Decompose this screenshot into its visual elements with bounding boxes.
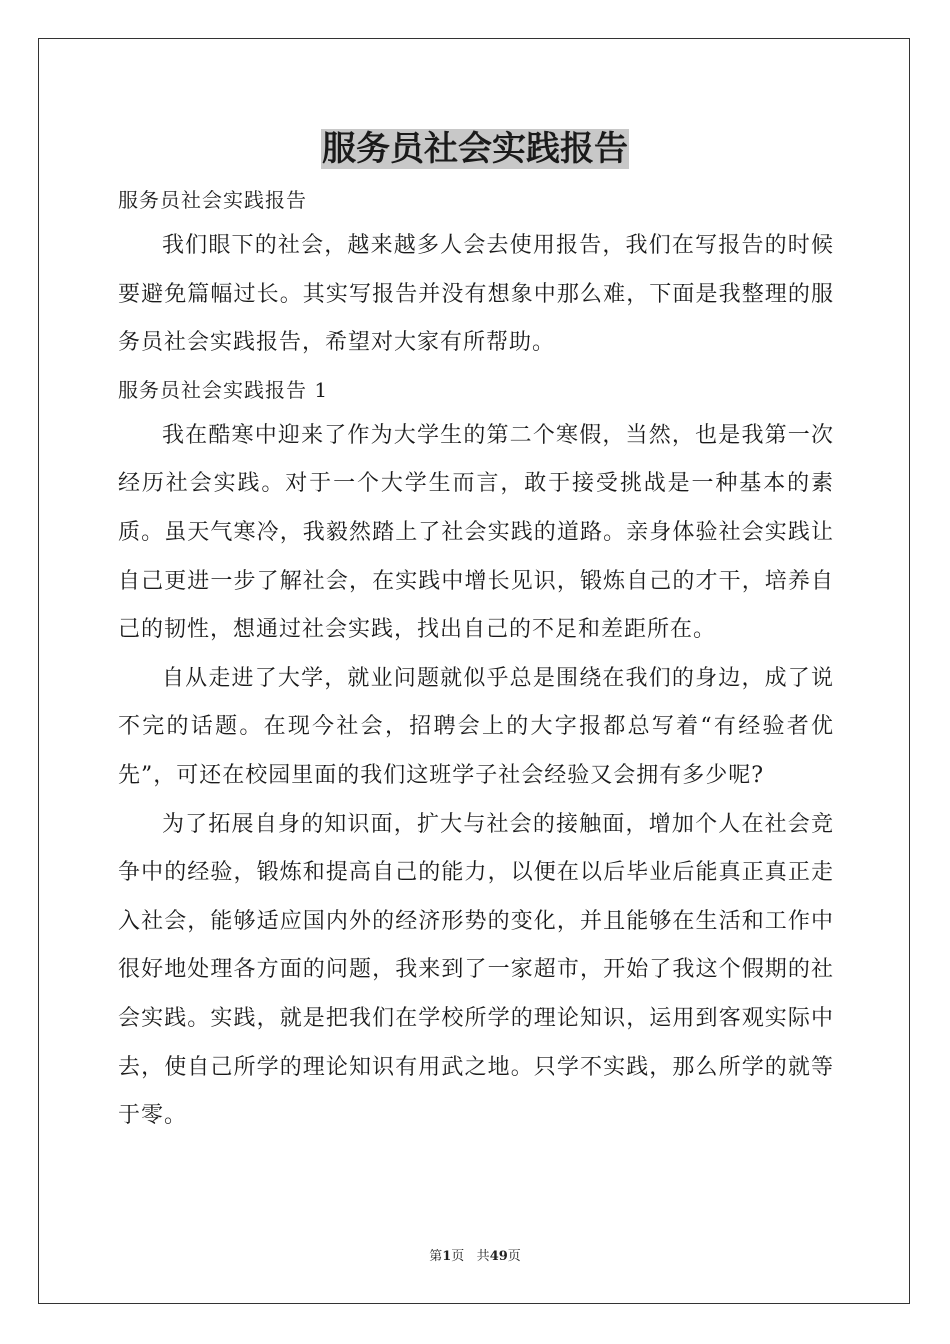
page-footer <box>0 1247 950 1267</box>
section-heading: 服务员社会实践报告 1 <box>118 377 329 402</box>
document-title <box>0 126 950 172</box>
footer-page-prefix: 第 <box>429 1249 443 1264</box>
footer-page-number: 1 <box>442 1249 452 1264</box>
document-subtitle: 服务员社会实践报告 <box>118 188 307 212</box>
body-paragraph: 自从走进了大学，就业问题就似乎总是围绕在我们的身边，成了说不完的话题。在现今社会，招聘会上的大字报都总写着“有经验者优先”，可还在校园里面的我们这班学子社会经验又会拥有多少呢? <box>118 665 834 788</box>
footer-total-suffix: 页 <box>507 1249 521 1264</box>
document-body <box>118 178 834 1141</box>
document-title-text: 服务员社会实践报告 <box>322 129 628 169</box>
body-paragraph: 为了拓展自身的知识面，扩大与社会的接触面，增加个人在社会竞争中的经验，锻炼和提高自己的能力，以便在以后毕业后能真正真正走入社会，能够适应国内外的经济形势的变化，并且能够在生活和工作中很好地处理各方面的问题，我来到了一家超市，开始了我这个假期的社会实践。实践，就是把我们在学校所学的理论知识，运用到客观实际中去，使自己所学的理论知识有用武之地。只学不实践，那么所学的就等于零。 <box>118 811 834 1129</box>
footer-page-suffix: 页 <box>451 1249 465 1264</box>
intro-paragraph: 我们眼下的社会，越来越多人会去使用报告，我们在写报告的时候要避免篇幅过长。其实写报告并没有想象中那么难，下面是我整理的服务员社会实践报告，希望对大家有所帮助。 <box>118 233 834 356</box>
footer-total-pages: 49 <box>489 1249 508 1264</box>
footer-total-prefix: 共 <box>476 1249 490 1264</box>
body-paragraph: 我在酷寒中迎来了作为大学生的第二个寒假，当然，也是我第一次经历社会实践。对于一个大学生而言，敢于接受挑战是一种基本的素质。虽天气寒冷，我毅然踏上了社会实践的道路。亲身体验社会实践让自己更进一步了解社会，在实践中增长见识，锻炼自己的才干，培养自己的韧性，想通过社会实践，找出自己的不足和差距所在。 <box>118 422 834 643</box>
